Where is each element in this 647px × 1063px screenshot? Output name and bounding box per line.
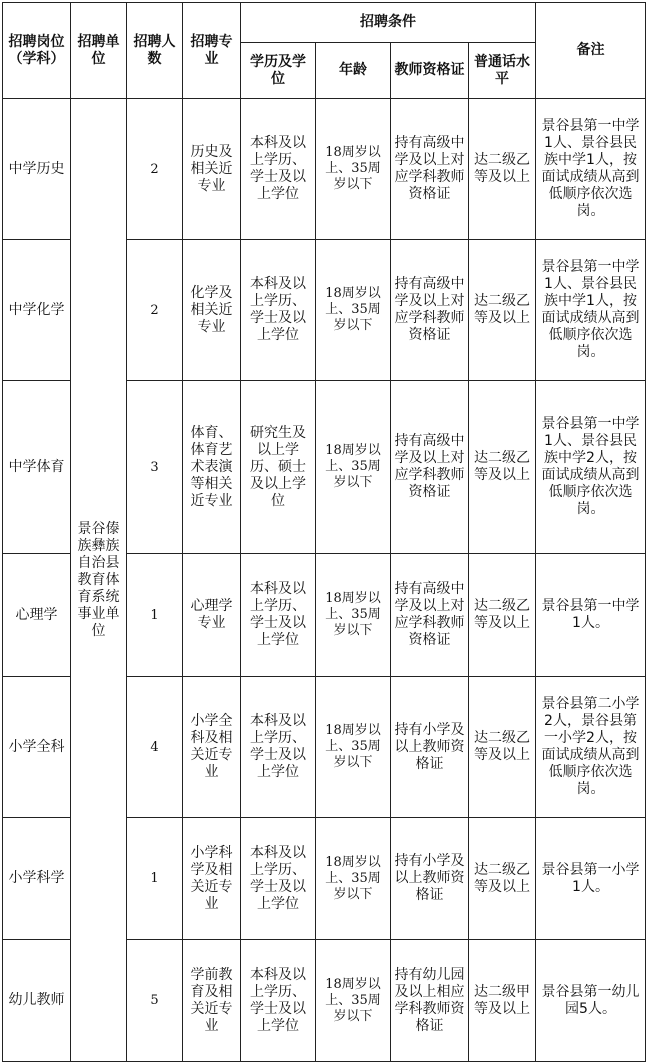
position-cell: 中学历史: [3, 99, 71, 240]
certificate-cell: 持有高级中学及以上对应学科教师资格证: [391, 381, 469, 554]
age-cell: 18周岁以上、35周岁以下: [316, 381, 391, 554]
mandarin-cell: 达二级乙等及以上: [469, 818, 536, 940]
header-major: 招聘专业: [183, 3, 241, 99]
position-cell: 心理学: [3, 554, 71, 677]
position-cell: 小学全科: [3, 677, 71, 818]
mandarin-cell: 达二级乙等及以上: [469, 240, 536, 381]
education-cell: 本科及以上学历、学士及以上学位: [241, 240, 316, 381]
education-cell: 本科及以上学历、学士及以上学位: [241, 940, 316, 1062]
age-cell: 18周岁以上、35周岁以下: [316, 677, 391, 818]
position-cell: 中学化学: [3, 240, 71, 381]
mandarin-cell: 达二级乙等及以上: [469, 554, 536, 677]
major-cell: 学前教育及相关近专业: [183, 940, 241, 1062]
header-education: 学历及学位: [241, 43, 316, 99]
age-cell: 18周岁以上、35周岁以下: [316, 554, 391, 677]
certificate-cell: 持有高级中学及以上对应学科教师资格证: [391, 240, 469, 381]
count-cell: 3: [127, 381, 183, 554]
header-certificate: 教师资格证: [391, 43, 469, 99]
age-cell: 18周岁以上、35周岁以下: [316, 99, 391, 240]
certificate-cell: 持有小学及以上教师资格证: [391, 677, 469, 818]
table-row: [3, 99, 646, 240]
remarks-cell: 景谷县第一中学1人、景谷县民族中学1人，按面试成绩从高到低顺序依次选岗。: [536, 240, 646, 381]
age-cell: 18周岁以上、35周岁以下: [316, 940, 391, 1062]
major-cell: 历史及相关近专业: [183, 99, 241, 240]
education-cell: 本科及以上学历、学士及以上学位: [241, 554, 316, 677]
count-cell: 1: [127, 818, 183, 940]
remarks-cell: 景谷县第二小学2人，景谷县第一小学2人，按面试成绩从高到低顺序依次选岗。: [536, 677, 646, 818]
age-cell: 18周岁以上、35周岁以下: [316, 240, 391, 381]
count-cell: 2: [127, 240, 183, 381]
count-cell: 1: [127, 554, 183, 677]
remarks-cell: 景谷县第一小学1人。: [536, 818, 646, 940]
education-cell: 本科及以上学历、学士及以上学位: [241, 99, 316, 240]
remarks-cell: 景谷县第一中学1人、景谷县民族中学2人，按面试成绩从高到低顺序依次选岗。: [536, 381, 646, 554]
mandarin-cell: 达二级乙等及以上: [469, 99, 536, 240]
header-age: 年龄: [316, 43, 391, 99]
header-count: 招聘人数: [127, 3, 183, 99]
remarks-cell: 景谷县第一中学1人、景谷县民族中学1人，按面试成绩从高到低顺序依次选岗。: [536, 99, 646, 240]
count-cell: 5: [127, 940, 183, 1062]
education-cell: 研究生及以上学历、硕士及以上学位: [241, 381, 316, 554]
certificate-cell: 持有小学及以上教师资格证: [391, 818, 469, 940]
unit-cell: 景谷傣族彝族自治县教育体育系统事业单位: [71, 99, 127, 1062]
major-cell: 心理学专业: [183, 554, 241, 677]
remarks-cell: 景谷县第一中学1人。: [536, 554, 646, 677]
position-cell: 幼儿教师: [3, 940, 71, 1062]
certificate-cell: 持有高级中学及以上对应学科教师资格证: [391, 554, 469, 677]
certificate-cell: 持有幼儿园及以上相应学科教师资格证: [391, 940, 469, 1062]
header-row-1: [3, 3, 646, 43]
remarks-cell: 景谷县第一幼儿园5人。: [536, 940, 646, 1062]
mandarin-cell: 达二级乙等及以上: [469, 381, 536, 554]
mandarin-cell: 达二级乙等及以上: [469, 677, 536, 818]
age-cell: 18周岁以上、35周岁以下: [316, 818, 391, 940]
count-cell: 2: [127, 99, 183, 240]
count-cell: 4: [127, 677, 183, 818]
header-unit: 招聘单位: [71, 3, 127, 99]
education-cell: 本科及以上学历、学士及以上学位: [241, 818, 316, 940]
header-mandarin: 普通话水平: [469, 43, 536, 99]
education-cell: 本科及以上学历、学士及以上学位: [241, 677, 316, 818]
mandarin-cell: 达二级甲等及以上: [469, 940, 536, 1062]
major-cell: 化学及相关近专业: [183, 240, 241, 381]
position-cell: 中学体育: [3, 381, 71, 554]
position-cell: 小学科学: [3, 818, 71, 940]
major-cell: 小学全科及相关近专业: [183, 677, 241, 818]
header-remarks: 备注: [536, 3, 646, 99]
certificate-cell: 持有高级中学及以上对应学科教师资格证: [391, 99, 469, 240]
header-position: 招聘岗位（学科）: [3, 3, 71, 99]
major-cell: 小学科学及相关近专业: [183, 818, 241, 940]
recruitment-table: [2, 2, 646, 1062]
header-conditions: 招聘条件: [241, 3, 536, 43]
major-cell: 体育、体育艺术表演等相关近专业: [183, 381, 241, 554]
